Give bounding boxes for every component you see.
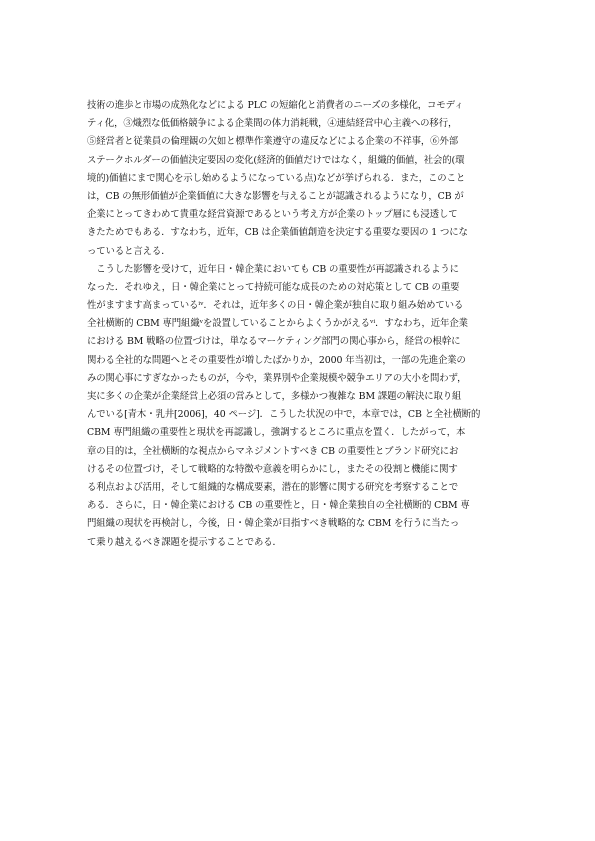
- text-line: ステークホルダーの価値決定要因の変化(経済的価値だけではなく，組織的価値，社会的(環: [87, 154, 465, 166]
- text-line: 実に多くの企業が企業経営上必須の営みとして，多様かつ複雑な BM 課題の解決に取り組: [87, 391, 462, 402]
- text-line: ⑤経営者と従業員の倫理観の欠如と標準作業遵守の違反などによる企業の不祥事，⑥外部: [87, 136, 459, 148]
- text-line: っていると言える．: [87, 245, 171, 257]
- body-text: [87, 97, 519, 552]
- text-line: みの関心事にすぎなかったものが，今や，業界別や企業規模や競争エリアの大小を問わず，: [87, 372, 467, 384]
- text-line: 全社横断的 CBM 専門組織ᵛを設置していることからよくうかがえるᵛⁱ．すなわち，近年企業: [87, 318, 468, 330]
- text-line: んでいる[青木・乳井[2006]，40 ページ]．こうした状況の中で，本章では，CB と全社横断的: [87, 409, 481, 421]
- text-line: 性がますます高まっているⁱᵛ．それは，近年多くの日・韓企業が独自に取り組み始めている: [87, 300, 464, 312]
- text-line: て乗り越えるべき課題を提示することである．: [87, 536, 282, 548]
- paragraph-1: [87, 97, 519, 261]
- text-line: けるその位置づけ，そして戦略的な特徴や意義を明らかにし，またその役割と機能に関す: [87, 463, 458, 475]
- text-line: 門組織の現状を再検討し，今後，日・韓企業が目指すべき戦略的な CBM を行うに当たっ: [87, 518, 460, 530]
- text-line: 技術の進歩と市場の成熟化などによる PLC の短縮化と消費者のニーズの多様化，コモディ: [87, 100, 464, 111]
- text-line: ティ化，③熾烈な低価格競争による企業間の体力消耗戦，④連結経営中心主義への移行，: [87, 118, 458, 130]
- text-line: ある．さらに，日・韓企業における CB の重要性と，日・韓企業独自の全社横断的 CBM 専: [87, 500, 470, 512]
- text-line: 関わる全社的な問題へとその重要性が増したばかりか，2000 年当初は，一部の先進企業の: [87, 354, 466, 366]
- text-line: きたためでもある．すなわち，近年，CB は企業価値創造を決定する重要な要因の 1 つにな: [87, 227, 468, 239]
- text-line: る利点および活用，そして組織的な構成要素，潜在的影響に関する研究を考察することで: [87, 481, 459, 493]
- text-line: 企業にとってきわめて貴重な経営資源であるという考え方が企業のトップ層にも浸透して: [87, 209, 458, 221]
- text-line: における BM 戦略の位置づけは，単なるマーケティング部門の関心事から，経営の根幹に: [87, 336, 461, 348]
- text-line: 章の目的は，全社横断的な視点からマネジメントすべき CB の重要性とブランド研究にお: [87, 445, 459, 457]
- paragraph-2: [87, 261, 519, 552]
- text-line: こうした影響を受けて，近年日・韓企業においても CB の重要性が再認識されるように: [87, 263, 459, 275]
- text-line: 境的)価値にまで関心を示し始めるようになっている点)などが挙げられる．また，このこと: [87, 172, 466, 184]
- text-line: CBM 専門組織の重要性と現状を再認識し，強調するところに重点を置く．したがって，本: [87, 427, 466, 439]
- text-line: なった．それゆえ，日・韓企業にとって持続可能な成長のための対応策として CB の重要: [87, 281, 460, 293]
- text-line: は，CB の無形価値が企業価値に大きな影響を与えることが認識されるようになり，CB が: [87, 190, 464, 202]
